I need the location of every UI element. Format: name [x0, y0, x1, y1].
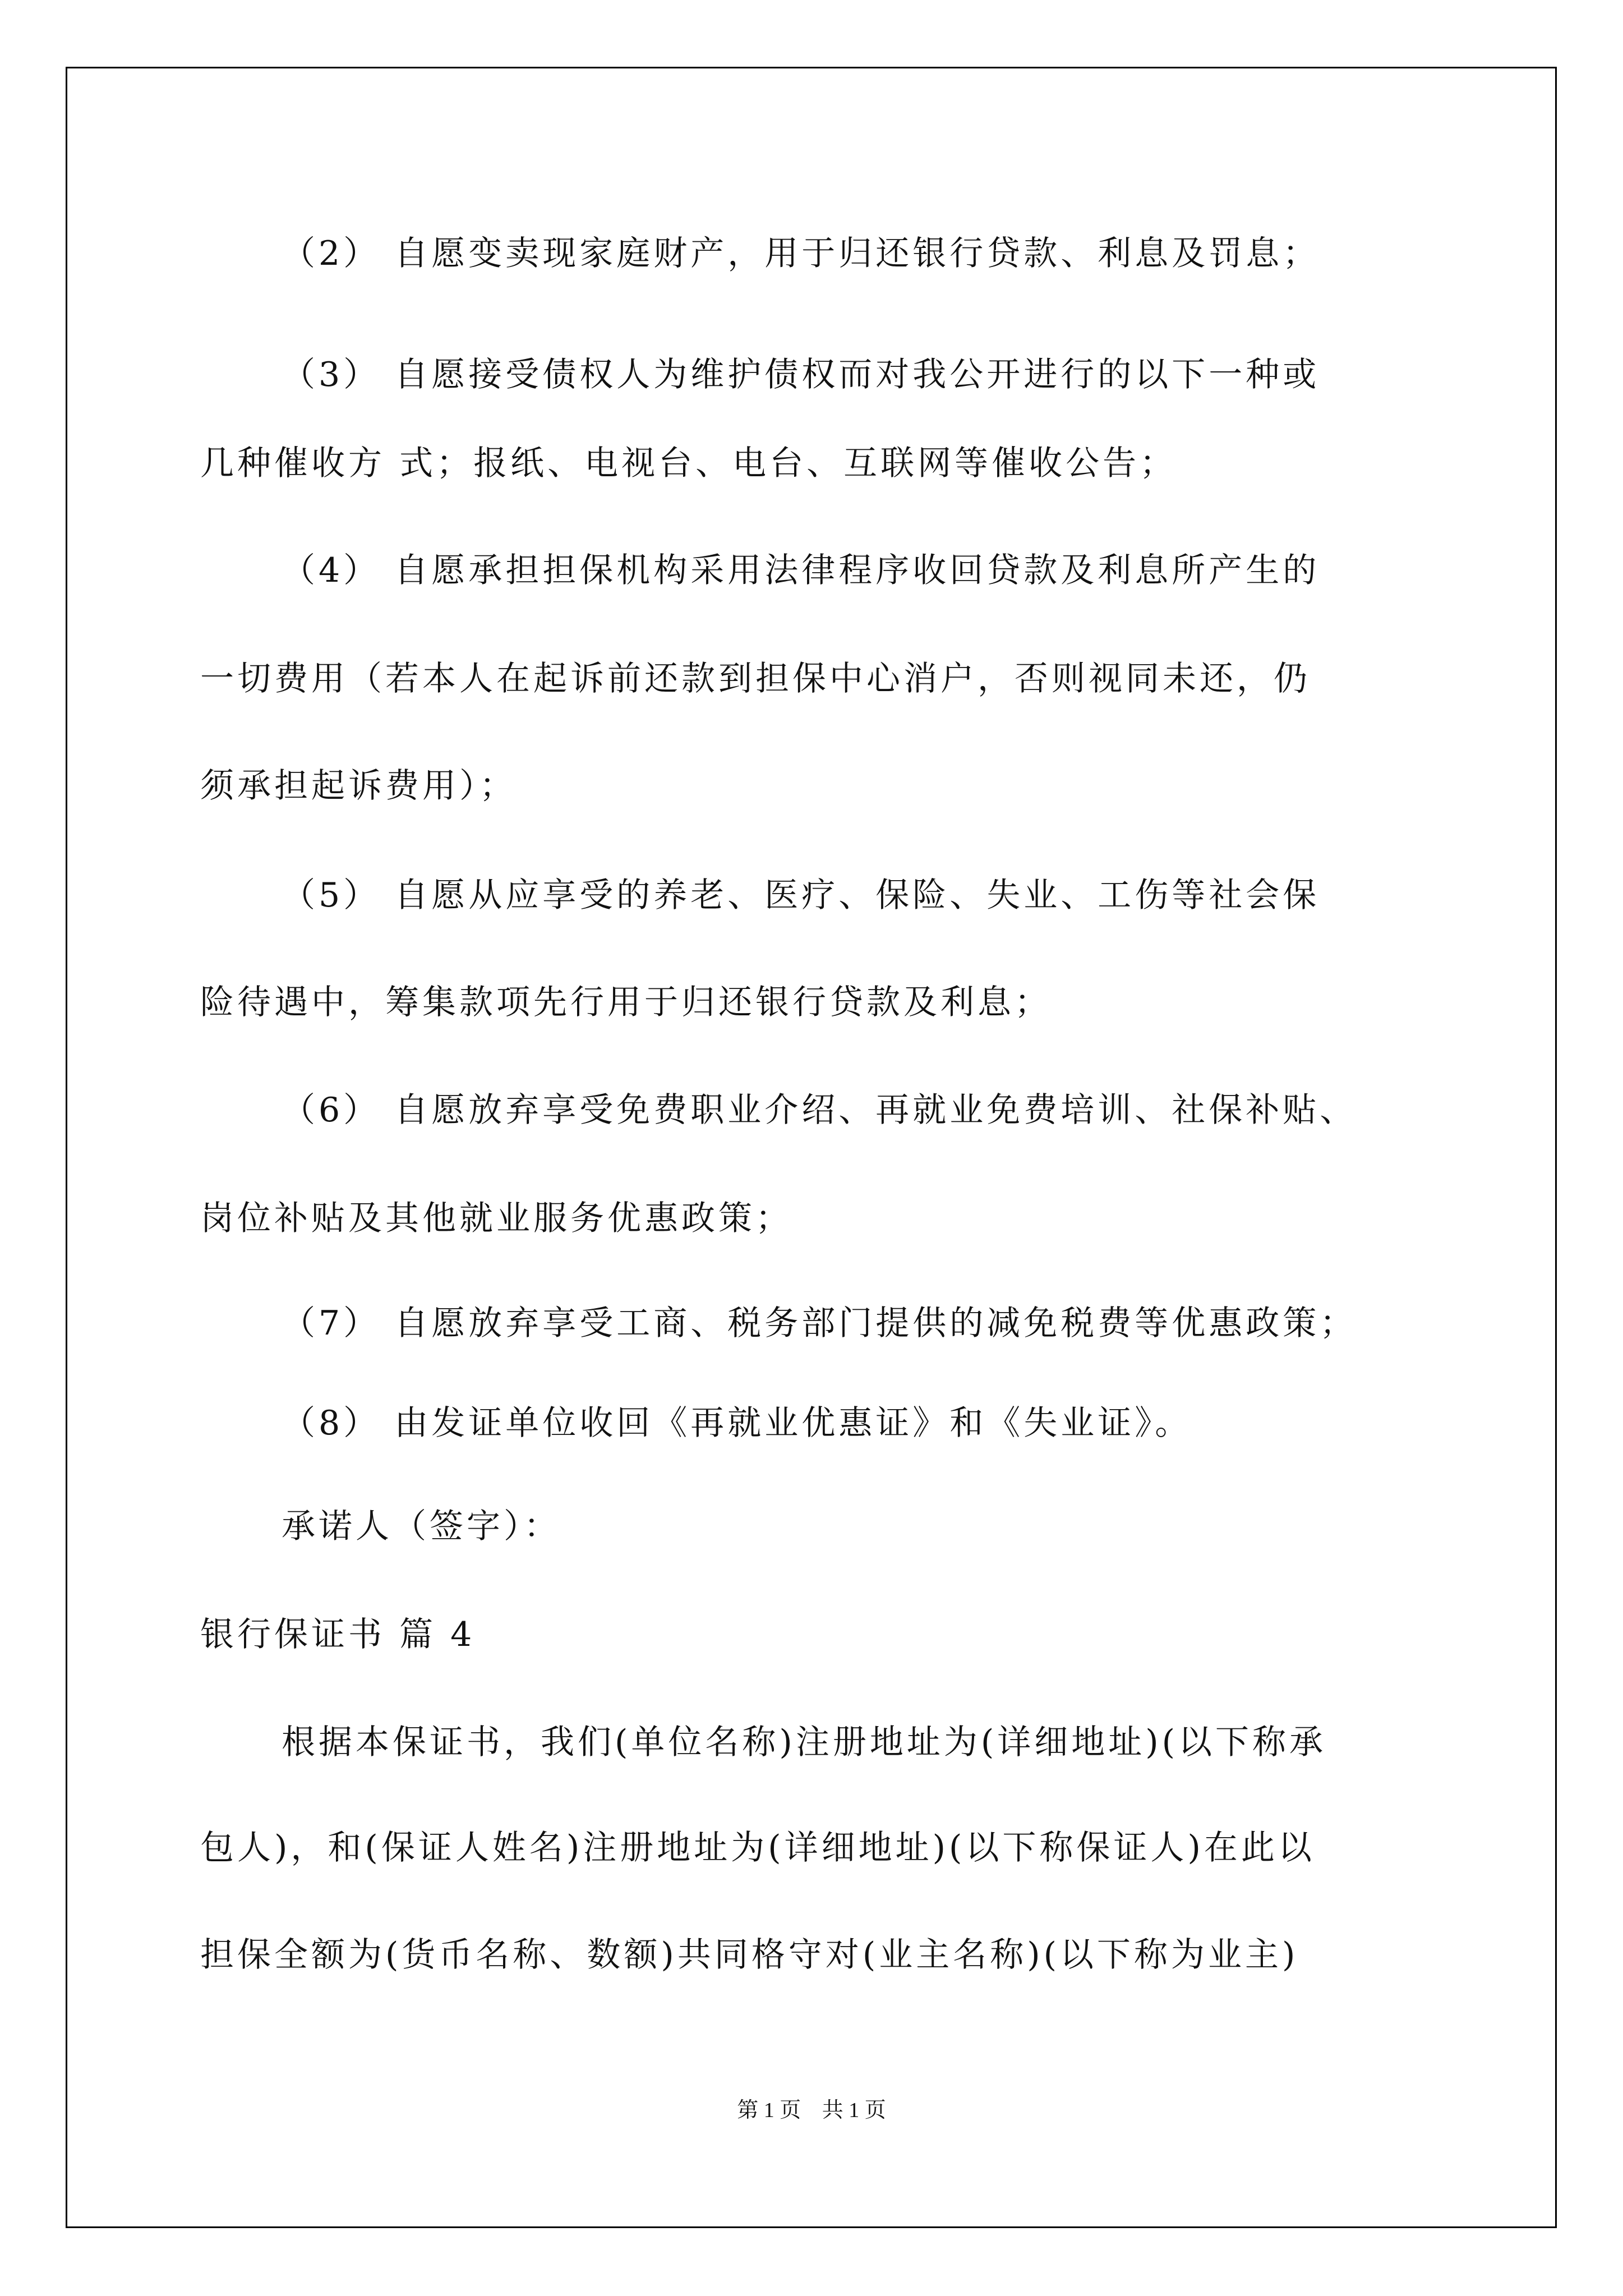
page-number: 第 1 页: [737, 2099, 801, 2122]
page-total: 共 1 页: [822, 2099, 886, 2122]
clause-4-line-3: 须承担起诉费用）；: [200, 766, 517, 806]
clause-3-line-1: （3） 自愿接受债权人为维护债权而对我公开进行的以下一种或: [282, 355, 1320, 394]
clause-7-line: （7） 自愿放弃享受工商、税务部门提供的减免税费等优惠政策；: [282, 1304, 1357, 1343]
clause-5-line-2: 险待遇中，筹集款项先行用于归还银行贷款及利息；: [200, 983, 1052, 1022]
clause-6-line-2: 岗位补贴及其他就业服务优惠政策；: [200, 1199, 792, 1238]
page-footer: [0, 2097, 1623, 2124]
guarantee-line-1: 根据本保证书，我们(单位名称)注册地址为(详细地址)(以下称承: [282, 1723, 1327, 1762]
guarantee-line-2: 包人)，和(保证人姓名)注册地址为(详细地址)(以下称保证人)在此以: [200, 1828, 1315, 1867]
section-heading: 银行保证书 篇 4: [200, 1615, 476, 1654]
clause-5-line-1: （5） 自愿从应享受的养老、医疗、保险、失业、工伤等社会保: [282, 876, 1320, 915]
guarantee-line-3: 担保全额为(货币名称、数额)共同格守对(业主名称)(以下称为业主): [200, 1935, 1299, 1975]
signature-line: 承诺人（签字）：: [282, 1507, 561, 1546]
clause-6-line-1: （6） 自愿放弃享受免费职业介绍、再就业免费培训、社保补贴、: [282, 1091, 1357, 1130]
clause-4-line-1: （4） 自愿承担担保机构采用法律程序收回贷款及利息所产生的: [282, 551, 1320, 590]
clause-8-line: （8） 由发证单位收回《再就业优惠证》和《失业证》。: [282, 1404, 1192, 1443]
clause-4-line-2: 一切费用（若本人在起诉前还款到担保中心消户，否则视同未还，仍: [200, 659, 1311, 698]
clause-2-line: （2） 自愿变卖现家庭财产，用于归还银行贷款、利息及罚息；: [282, 234, 1320, 273]
clause-3-line-2: 几种催收方 式；报纸、电视台、电台、互联网等催收公告；: [200, 444, 1177, 483]
